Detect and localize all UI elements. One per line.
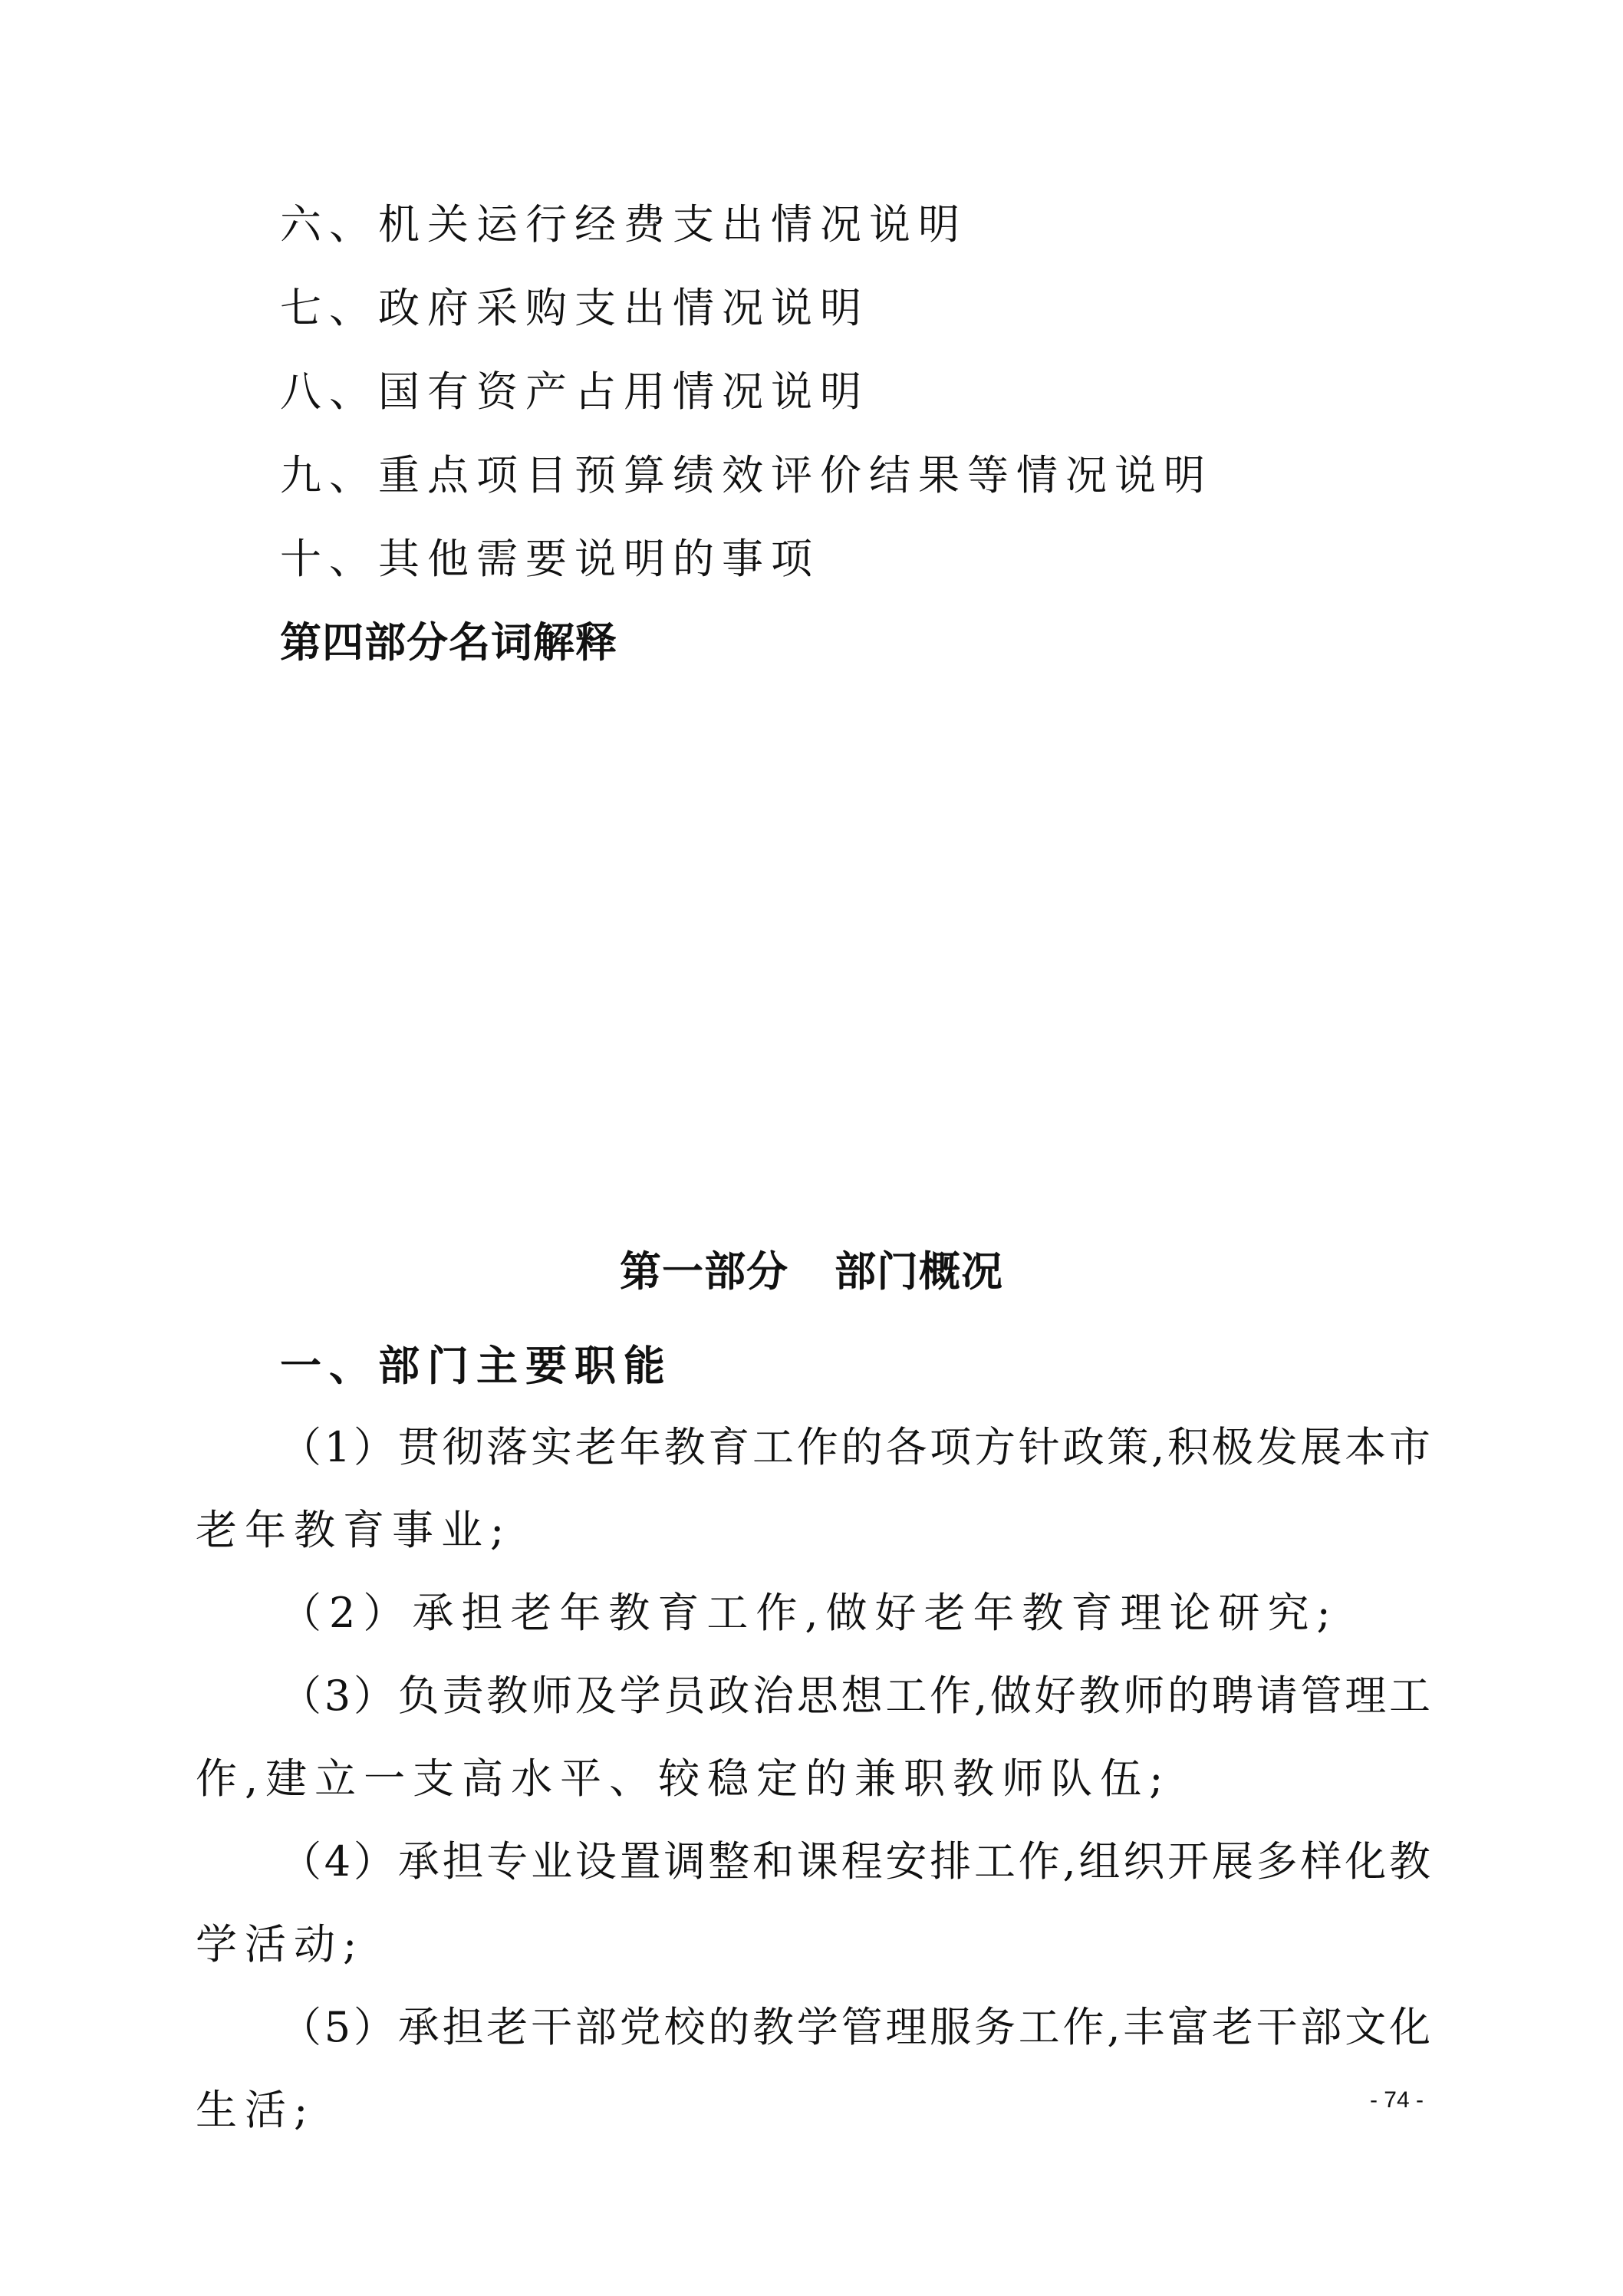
section-title-name: 部门概况	[835, 1247, 1003, 1296]
duty-5-line-2: 生活;	[196, 2086, 316, 2134]
duty-3-line-1: （3）负责教师及学员政治思想工作,做好教师的聘请管理工	[280, 1672, 1430, 1720]
toc-item-6: 六、机关运行经费支出情况说明	[280, 200, 967, 249]
duty-5-line-1: （5）承担老干部党校的教学管理服务工作,丰富老干部文化	[280, 2003, 1430, 2051]
section-title	[0, 1245, 1623, 1299]
toc-part-four-heading: 第四部分名词解释	[280, 618, 617, 667]
toc-item-10: 十、其他需要说明的事项	[280, 535, 820, 583]
toc-item-7: 七、政府采购支出情况说明	[280, 284, 869, 332]
duty-1-line-2: 老年教育事业;	[196, 1506, 512, 1554]
duty-2-line-1: （2）承担老年教育工作,做好老年教育理论研究;	[280, 1589, 1338, 1637]
section-title-part: 第一部分	[620, 1247, 788, 1296]
toc-item-9: 九、重点项目预算绩效评价结果等情况说明	[280, 451, 1213, 499]
duty-1-line-1: （1）贯彻落实老年教育工作的各项方针政策,积极发展本市	[280, 1423, 1430, 1471]
duty-3-line-2: 作,建立一支高水平、较稳定的兼职教师队伍;	[196, 1754, 1171, 1803]
toc-item-8: 八、国有资产占用情况说明	[280, 367, 869, 416]
duty-4-line-1: （4）承担专业设置调整和课程安排工作,组织开展多样化教	[280, 1837, 1430, 1886]
section-subheading: 一、部门主要职能	[280, 1341, 673, 1390]
duty-4-line-2: 学活动;	[196, 1920, 365, 1968]
page-number: - 74 -	[1369, 2087, 1424, 2113]
